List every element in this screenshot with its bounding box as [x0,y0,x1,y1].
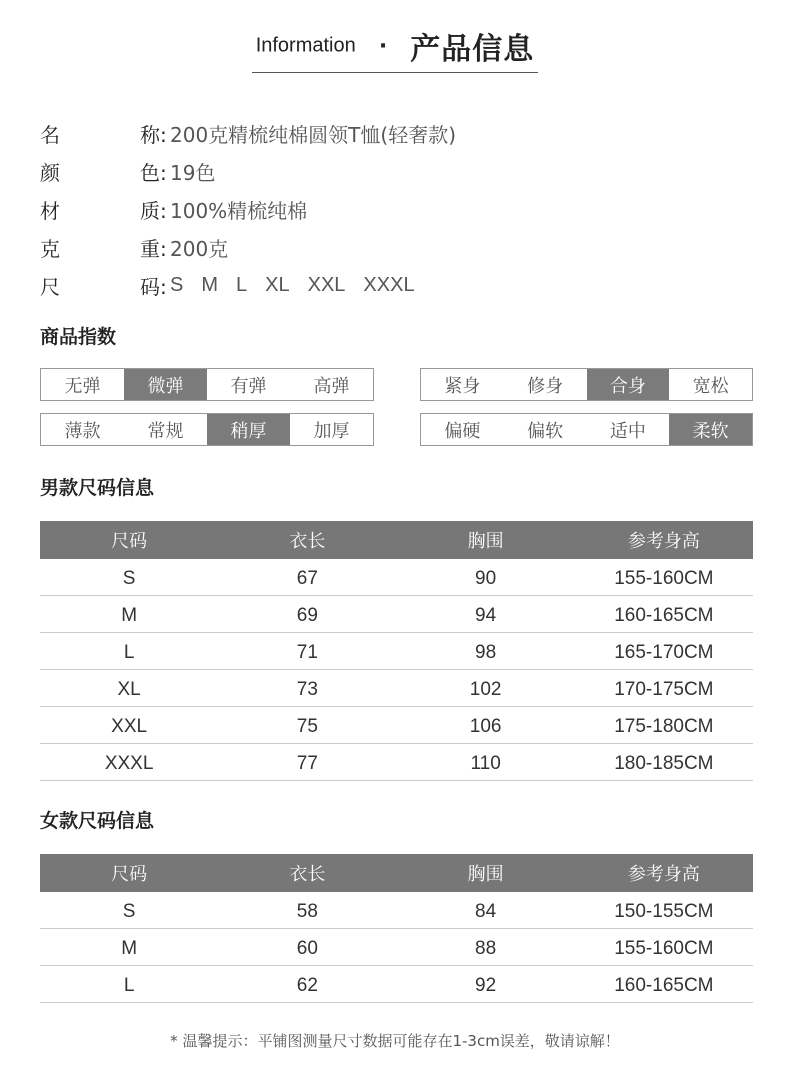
column-header: 衣长 [289,531,326,552]
meter-option: 宽松 [692,375,729,397]
meter-option: 加厚 [313,420,350,442]
table-cell: 94 [475,605,497,626]
men-size-table [40,521,753,781]
fit-meter [420,368,753,401]
table-cell: 58 [296,901,318,922]
spec-row-material [40,190,760,228]
meter-option: 高弹 [313,375,350,397]
size-list [170,274,415,297]
table-cell: 160-165CM [614,975,714,996]
size-option: XL [265,273,290,296]
meter-option: 常规 [147,420,184,442]
elasticity-meter [40,368,374,401]
table-row [40,633,753,670]
table-cell: 71 [296,642,318,663]
women-size-table [40,854,753,1003]
header-separator: · [378,33,388,59]
table-cell: 155-160CM [614,568,714,589]
men-size-title: 男款尺码信息 [40,477,155,499]
meter-option: 修身 [527,375,564,397]
thickness-meter [40,413,374,446]
table-cell: 88 [475,938,497,959]
meter-option-selected: 微弹 [124,369,207,400]
product-specs [40,114,760,304]
size-option: M [201,273,219,296]
product-index-title: 商品指数 [40,326,117,348]
column-header: 衣长 [289,864,326,885]
table-cell: 98 [475,642,497,663]
table-cell: 175-180CM [614,716,714,737]
table-cell: S [122,568,136,589]
meter-option: 偏软 [527,420,564,442]
column-header: 尺码 [111,864,148,885]
column-header: 参考身高 [627,864,700,885]
column-header: 胸围 [467,864,504,885]
column-header: 胸围 [467,531,504,552]
meter-option: 薄款 [64,420,101,442]
spec-row-weight [40,228,760,266]
table-cell: 160-165CM [614,605,714,626]
header-english-title: Information [255,34,356,57]
meter-option: 偏硬 [444,420,481,442]
table-cell: 150-155CM [614,901,714,922]
table-cell: 155-160CM [614,938,714,959]
meter-option-selected: 合身 [587,369,670,400]
size-option: XXXL [363,273,415,296]
table-cell: 84 [475,901,497,922]
size-option: XXL [307,273,346,296]
table-row [40,929,753,966]
spec-label-size: 尺 码: [40,274,167,299]
size-option: L [236,273,248,296]
meter-option: 适中 [609,420,646,442]
table-row [40,670,753,707]
table-cell: M [121,938,138,959]
size-option: S [170,273,184,296]
table-cell: 60 [296,938,318,959]
table-cell: L [123,642,135,663]
table-cell: XXXL [104,753,154,774]
spec-value-color: 19色 [170,160,216,185]
table-cell: XL [117,679,141,700]
page-header [0,24,790,73]
table-row [40,966,753,1003]
spec-label-material: 材 质: [40,198,167,223]
spec-row-size [40,266,760,304]
header-title-block [252,24,539,73]
table-cell: 180-185CM [614,753,714,774]
table-cell: S [122,901,136,922]
measurement-note: * 温馨提示：平铺图测量尺寸数据可能存在1-3cm误差，敬请谅解！ [170,1032,620,1050]
spec-value-weight: 200克 [170,236,229,261]
spec-row-name [40,114,760,152]
header-chinese-title: 产品信息 [410,32,535,67]
table-row [40,892,753,929]
meter-option: 有弹 [230,375,267,397]
meter-option-selected: 稍厚 [207,414,290,445]
women-size-title: 女款尺码信息 [40,810,155,832]
spec-row-color [40,152,760,190]
table-cell: 77 [296,753,318,774]
meter-option: 无弹 [64,375,101,397]
table-cell: M [121,605,138,626]
table-cell: 102 [469,679,502,700]
table-header [40,521,753,559]
spec-label-weight: 克 重: [40,236,167,261]
table-cell: XXL [111,716,148,737]
table-row [40,559,753,596]
column-header: 参考身高 [627,531,700,552]
table-cell: 73 [296,679,318,700]
table-row [40,744,753,781]
table-header [40,854,753,892]
table-cell: 92 [475,975,497,996]
table-cell: 90 [475,568,497,589]
table-cell: 170-175CM [614,679,714,700]
table-cell: 106 [469,716,502,737]
column-header: 尺码 [111,531,148,552]
table-cell: 69 [296,605,318,626]
meter-option: 紧身 [444,375,481,397]
meter-option-selected: 柔软 [669,414,752,445]
table-cell: 75 [296,716,318,737]
table-row [40,596,753,633]
softness-meter [420,413,753,446]
table-cell: 67 [296,568,318,589]
spec-value-name: 200克精梳纯棉圆领T恤(轻奢款) [170,122,456,147]
table-row [40,707,753,744]
table-cell: L [123,975,135,996]
table-cell: 62 [296,975,318,996]
table-cell: 165-170CM [614,642,714,663]
spec-value-material: 100%精梳纯棉 [170,198,308,223]
spec-label-name: 名 称: [40,122,167,147]
table-cell: 110 [470,753,501,774]
spec-label-color: 颜 色: [40,160,167,185]
